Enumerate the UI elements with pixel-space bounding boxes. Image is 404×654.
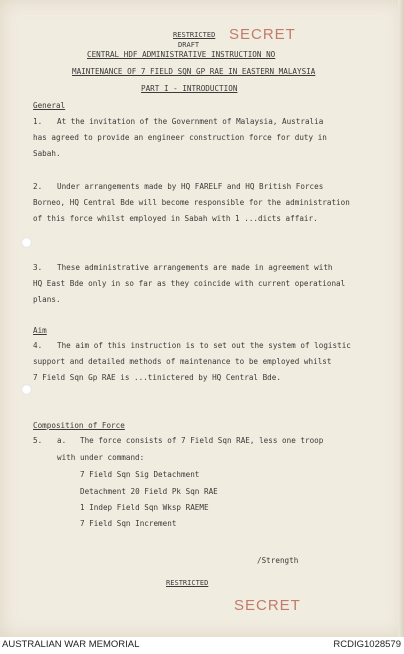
- paragraph-number: 1.: [33, 117, 43, 126]
- paragraph-line: Under arrangements made by HQ FARELF and HQ British Forces: [57, 182, 324, 191]
- title-line-1: CENTRAL HDF ADMINISTRATIVE INSTRUCTION NO: [87, 50, 276, 59]
- paragraph-number: 4.: [33, 341, 43, 350]
- paragraph-line: HQ East Bde only in so far as they coincide with current operational: [33, 279, 346, 288]
- force-list-item: Detachment 20 Field Pk Sqn RAE: [80, 487, 218, 496]
- paragraph-line: 7 Field Sqn Gp RAE is ...tinictered by HQ Central Bde.: [33, 373, 281, 382]
- page-edge: [398, 0, 404, 637]
- continuation-marker: /Strength: [257, 556, 299, 565]
- paragraph-number: 2.: [33, 182, 43, 191]
- section-heading-composition: Composition of Force: [33, 421, 125, 430]
- part-heading: PART I - INTRODUCTION: [141, 84, 238, 93]
- force-list-item: 7 Field Sqn Increment: [80, 519, 177, 528]
- archive-record-id: RCDIG1028579: [333, 639, 401, 650]
- paragraph-line: These administrative arrangements are made in agreement with: [57, 263, 333, 272]
- paragraph-line: has agreed to provide an engineer construction force for duty in: [33, 133, 327, 142]
- draft-label: DRAFT: [178, 41, 200, 49]
- force-list-item: 7 Field Sqn Sig Detachment: [80, 470, 200, 479]
- paragraph-line: The aim of this instruction is to set out the system of logistic: [57, 341, 351, 350]
- section-heading-aim: Aim: [33, 326, 47, 335]
- classification-bottom: RESTRICTED: [166, 579, 209, 587]
- title-line-2: MAINTENANCE OF 7 FIELD SQN GP RAE IN EASTERN MALAYSIA: [72, 67, 316, 76]
- punch-hole: [21, 237, 32, 248]
- force-list-item: 1 Indep Field Sqn Wksp RAEME: [80, 503, 209, 512]
- paragraph-line: At the invitation of the Government of Malaysia, Australia: [57, 117, 324, 126]
- paragraph-line: support and detailed methods of maintenance to be employed whilst: [33, 357, 332, 366]
- section-heading-general: General: [33, 101, 66, 110]
- classification-top: RESTRICTED: [173, 31, 216, 39]
- subparagraph-letter: a.: [57, 436, 67, 445]
- paragraph-line: of this force whilst employed in Sabah with 1 ...dicts affair.: [33, 214, 318, 223]
- paragraph-line: with under command:: [57, 453, 145, 462]
- archive-name: AUSTRALIAN WAR MEMORIAL: [2, 639, 140, 650]
- archive-footer: [0, 637, 404, 654]
- paragraph-number: 3.: [33, 263, 43, 272]
- secret-stamp-top: SECRET: [229, 26, 296, 43]
- paragraph-line: plans.: [33, 295, 61, 304]
- paragraph-line: Borneo, HQ Central Bde will become responsible for the administration: [33, 198, 350, 207]
- paragraph-number: 5.: [33, 436, 43, 445]
- paragraph-line: Sabah.: [33, 149, 61, 158]
- secret-stamp-bottom: SECRET: [234, 597, 301, 614]
- punch-hole: [21, 384, 32, 395]
- paragraph-line: The force consists of 7 Field Sqn RAE, less one troop: [80, 436, 324, 445]
